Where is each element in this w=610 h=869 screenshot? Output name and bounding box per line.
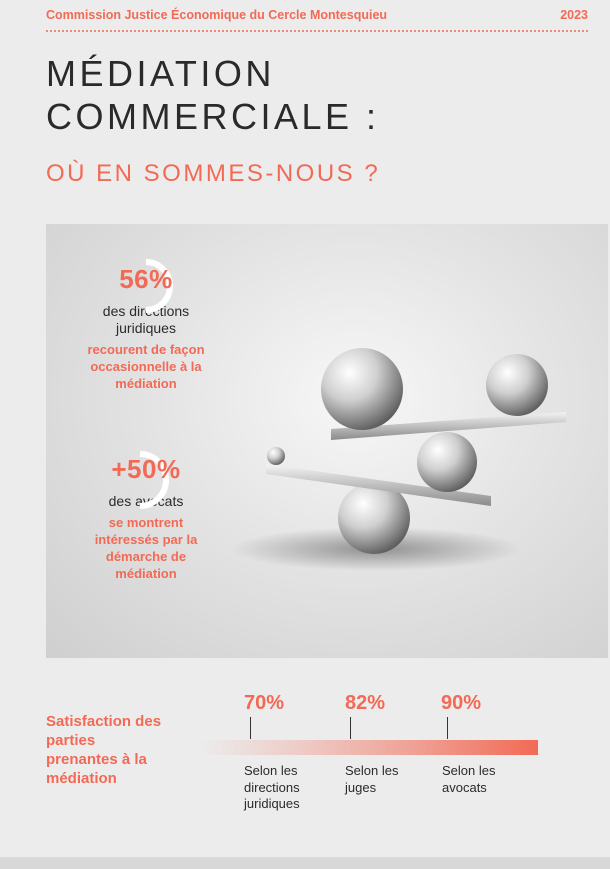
satisfaction-value-avocats: 90%: [441, 692, 482, 714]
large-sphere: [321, 348, 403, 430]
stat-description: des avocats: [108, 493, 184, 509]
middle-sphere: [417, 432, 477, 492]
satisfaction-gradient-bar: [200, 740, 538, 755]
header: [46, 8, 588, 24]
satisfaction-value-juges: 82%: [345, 692, 386, 714]
stat-highlight: se montrent intéressés par la démarche de médiation: [94, 515, 198, 581]
satisfaction-tick: [250, 717, 251, 739]
dotted-divider: [46, 30, 588, 32]
footer-strip: [0, 857, 610, 869]
satisfaction-source-juges: Selon les juges: [345, 763, 399, 795]
stat-value: 56%: [119, 264, 173, 294]
satisfaction-label: Satisfaction des parties prenantes à la médiation: [46, 713, 162, 787]
satisfaction-tick: [447, 717, 448, 739]
satisfaction-source-avocats: Selon les avocats: [442, 763, 496, 795]
stat-directions-juridiques: [46, 264, 246, 392]
satisfaction-tick: [350, 717, 351, 739]
stat-highlight: recourent de façon occasionnelle à la médiation: [87, 342, 205, 391]
stat-description: des directions juridiques: [102, 303, 190, 336]
title-line-1: MÉDIATION: [46, 53, 275, 94]
stat-avocats: [46, 454, 246, 582]
page-title: [46, 52, 380, 138]
title-line-2: COMMERCIALE :: [46, 96, 380, 137]
satisfaction-value-directions: 70%: [244, 692, 285, 714]
right-sphere: [486, 354, 548, 416]
page-subtitle: OÙ EN SOMMES-NOUS ?: [46, 160, 381, 187]
stat-value: +50%: [111, 454, 181, 484]
small-sphere: [267, 447, 285, 465]
satisfaction-source-directions: Selon les directions juridiques: [244, 763, 300, 811]
organization-name: Commission Justice Économique du Cercle Montesquieu: [46, 8, 388, 22]
hero-panel: [46, 224, 608, 658]
publication-year: 2023: [560, 8, 588, 22]
